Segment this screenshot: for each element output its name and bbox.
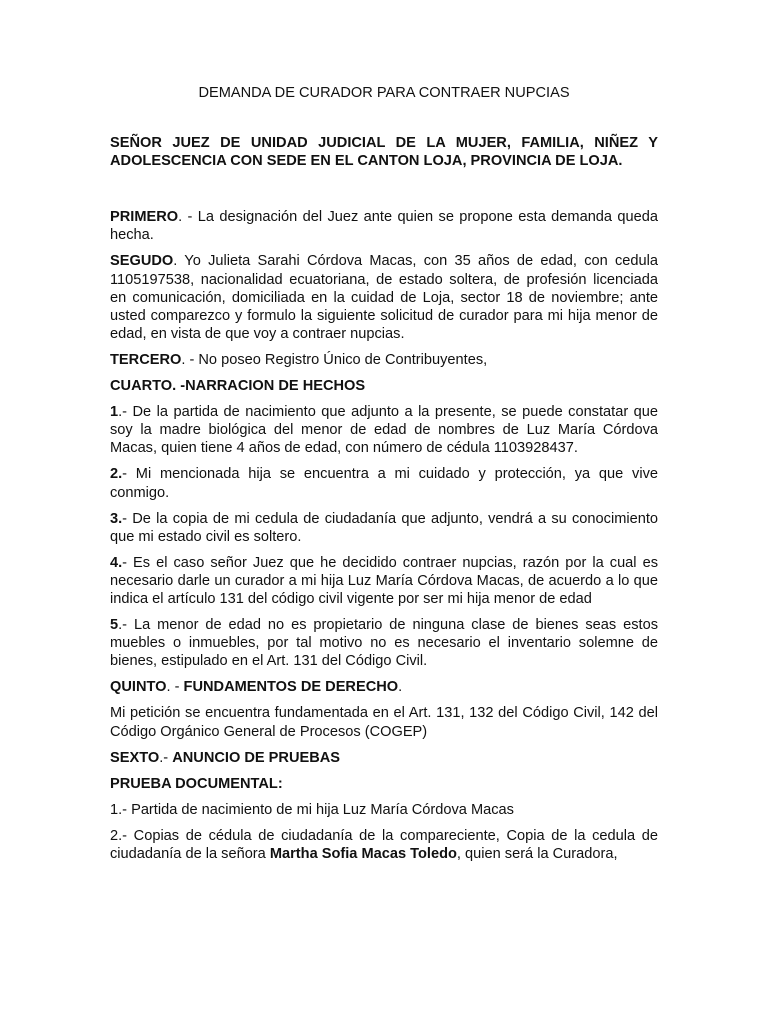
paragraph-tercero (110, 351, 658, 369)
list-item (110, 465, 658, 501)
paragraph-primero (110, 208, 658, 244)
separator-sexto: .- (159, 749, 173, 766)
item-number: 4. (110, 554, 123, 571)
item-number: 3. (110, 510, 123, 527)
label-quinto: QUINTO (110, 679, 167, 696)
text-primero: . - La designación del Juez ante quien se propone esta demanda queda hecha. (110, 209, 658, 244)
end-quinto: . (398, 679, 403, 696)
item-number: 1 (110, 404, 119, 421)
title-sexto: ANUNCIO DE PRUEBAS (172, 749, 341, 766)
item-text: .- La menor de edad no es propietario de ninguna clase de bienes seas estos muebles o inmuebles, por tal motivo no es necesario el inventario solemne de bienes, estipulado en el Art. 131 del Código Civil. (110, 617, 658, 670)
evidence-item-2-post: , quien será la Curadora, (456, 846, 618, 862)
evidence-item-2-name: Martha Sofia Macas Toledo (269, 846, 457, 862)
label-tercero: TERCERO (110, 351, 182, 368)
label-segundo: SEGUDO (110, 253, 174, 270)
item-number: 5 (110, 617, 119, 634)
item-text: - Es el caso señor Juez que he decidido contraer nupcias, razón por la cual es necesario darle un curador a mi hija Luz María Córdova Macas, de acuerdo a lo que indica el artículo 131 del código civil vigente por ser mi hija menor de edad (110, 554, 658, 607)
label-sexto: SEXTO (110, 749, 160, 766)
title-quinto: FUNDAMENTOS DE DERECHO (183, 679, 399, 696)
document-page (110, 84, 658, 871)
heading-sexto (110, 749, 658, 767)
text-segundo: . Yo Julieta Sarahi Córdova Macas, con 35 años de edad, con cedula 1105197538, nacionalidad ecuatoriana, de estado soltera, de profesión licenciada en comunicación, domiciliada en la cuidad de Loja, sector 18 de noviembre; ante usted comparezco y formulo la siguiente solicitud de curador para mi hija menor de edad, en vista de que voy a contraer nupcias. (110, 253, 658, 342)
list-item (110, 510, 658, 546)
heading-cuarto: CUARTO. -NARRACION DE HECHOS (110, 378, 366, 395)
separator-quinto: . - (166, 679, 184, 696)
paragraph-segundo (110, 252, 658, 342)
label-primero: PRIMERO (110, 209, 179, 226)
addressee: SEÑOR JUEZ DE UNIDAD JUDICIAL DE LA MUJER, FAMILIA, NIÑEZ Y ADOLESCENCIA CON SEDE EN EL CANTON LOJA, PROVINCIA DE LOJA. (110, 135, 658, 170)
evidence-item-2 (110, 827, 658, 863)
item-text: .- De la partida de nacimiento que adjunto a la presente, se puede constatar que soy la madre biológica del menor de edad de nombres de Luz María Córdova Macas, quien tiene 4 años de edad, con número de cédula 1103928437. (110, 404, 658, 457)
evidence-item-2-pre: 2.- Copias de cédula de ciudadanía de la compareciente, Copia de la cedula de ciudadanía de la señora (110, 827, 658, 862)
paragraph-quinto: Mi petición se encuentra fundamentada en el Art. 131, 132 del Código Civil, 142 del Código Orgánico General de Procesos (COGEP) (110, 705, 658, 740)
item-text: - Mi mencionada hija se encuentra a mi cuidado y protección, ya que vive conmigo. (110, 466, 658, 501)
evidence-item-1: 1.- Partida de nacimiento de mi hija Luz María Córdova Macas (110, 801, 514, 818)
list-item (110, 554, 658, 608)
document-title: DEMANDA DE CURADOR PARA CONTRAER NUPCIAS (198, 85, 570, 101)
item-number: 2. (110, 466, 123, 483)
subheading-prueba-documental: PRUEBA DOCUMENTAL: (110, 775, 283, 792)
text-tercero: . - No poseo Registro Único de Contribuyentes, (181, 351, 488, 368)
item-text: - De la copia de mi cedula de ciudadanía que adjunto, vendrá a su conocimiento que mi estado civil es soltero. (110, 510, 658, 545)
list-item (110, 616, 658, 670)
list-item (110, 403, 658, 457)
heading-quinto (110, 678, 658, 696)
